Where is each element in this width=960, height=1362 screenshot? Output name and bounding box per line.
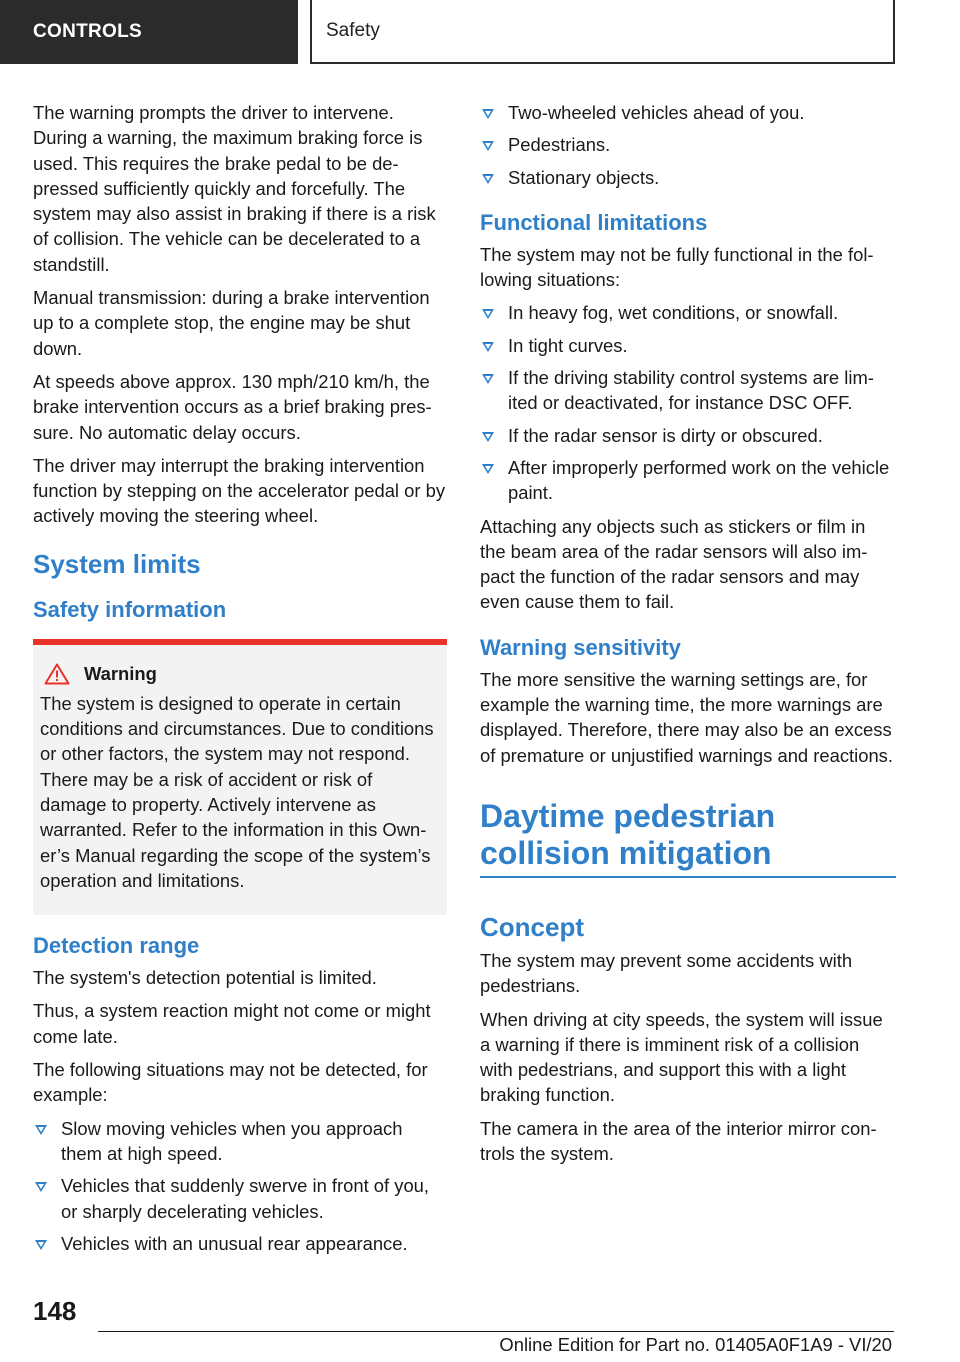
heading-safety-information: Safety information [33, 596, 227, 622]
section-tab: CONTROLS [0, 0, 298, 64]
list-item: Slow moving vehicles when you approach them at high speed. [33, 1116, 447, 1167]
chapter-title: Safety [310, 0, 895, 64]
paragraph: The more sensitive the warning settings are, for example the warning time, the more warnings are displayed. Therefore, there may also be an excess of premature or unjustified warnings and reactions. [480, 668, 893, 766]
triangle-bullet-icon [482, 464, 494, 474]
list-item: Vehicles that suddenly swerve in front of you, or sharply decelerating vehicles. [33, 1173, 447, 1224]
warning-triangle-icon [44, 663, 70, 685]
detection-list [33, 1116, 447, 1256]
footer-divider [98, 1331, 894, 1332]
list-item: Pedestrians. [480, 132, 896, 157]
paragraph: When driving at city speeds, the system will issue a warning if there is imminent risk of a collision with pedestrians, and support this with a light braking function. [480, 1008, 883, 1106]
paragraph: Attaching any objects such as stickers or film in the beam area of the radar sensors will also impact the function of the radar sensors and may even cause them to fail. [480, 515, 868, 613]
page-number: 148 [33, 1296, 77, 1326]
warning-text: The system is designed to operate in certain conditions and circumstances. Due to conditions or other factors, the system may not respond. There may be a risk of accident or risk of damage to property. Actively intervene as warranted. Refer to the information in this Owner’s Manual regarding the scope of the system’s operation and limitations. [40, 692, 434, 891]
triangle-bullet-icon [482, 342, 494, 352]
right-column [480, 100, 896, 1174]
paragraph: The driver may interrupt the braking intervention function by stepping on the accelerator pedal or by actively moving the steering wheel. [33, 454, 446, 527]
detection-list-continued [480, 100, 896, 190]
paragraph: The system's detection potential is limited. [33, 967, 377, 989]
paragraph: The camera in the area of the interior mirror controls the system. [480, 1117, 877, 1165]
heading-detection-range: Detection range [33, 933, 200, 959]
list-item: Two-wheeled vehicles ahead of you. [480, 100, 896, 125]
triangle-bullet-icon [482, 174, 494, 184]
paragraph: The system may prevent some accidents with pedestrians. [480, 949, 853, 997]
heading-functional-limitations: Functional limitations [480, 209, 708, 235]
left-column [33, 100, 447, 1264]
heading-daytime-pedestrian: Daytime pedestrian collision mitigation [480, 798, 896, 878]
heading-concept: Concept [480, 911, 584, 942]
paragraph: The system may not be fully functional in the following situations: [480, 243, 874, 291]
paragraph: Manual transmission: during a brake intervention up to a complete stop, the engine may be shut down. [33, 287, 430, 359]
paragraph: The following situations may not be detected, for example: [33, 1059, 428, 1106]
triangle-bullet-icon [482, 374, 494, 384]
triangle-bullet-icon [482, 141, 494, 151]
warning-title: Warning [84, 662, 157, 684]
edition-text: Online Edition for Part no. 01405A0F1A9 - VI/20 [499, 1334, 892, 1355]
heading-system-limits: System limits [33, 548, 201, 579]
list-item: Stationary objects. [480, 165, 896, 190]
warning-header [40, 663, 439, 685]
paragraph: Thus, a system reaction might not come or might come late. [33, 1000, 431, 1047]
paragraph: At speeds above approx. 130 mph/210 km/h, the brake intervention occurs as a brief braking pressure. No automatic delay occurs. [33, 370, 432, 443]
triangle-bullet-icon [482, 109, 494, 119]
triangle-bullet-icon [35, 1182, 47, 1192]
list-item: In tight curves. [480, 333, 896, 358]
list-item: If the radar sensor is dirty or obscured. [480, 423, 896, 448]
triangle-bullet-icon [35, 1125, 47, 1135]
list-item: In heavy fog, wet conditions, or snowfall. [480, 300, 896, 325]
page-header [0, 0, 960, 66]
triangle-bullet-icon [482, 309, 494, 319]
triangle-bullet-icon [35, 1240, 47, 1250]
functional-list [480, 300, 896, 505]
warning-box [33, 639, 447, 915]
list-item: Vehicles with an unusual rear appearance. [33, 1231, 447, 1256]
triangle-bullet-icon [482, 432, 494, 442]
list-item: If the driving stability control systems are limited or deactivated, for instance DSC OFF. [480, 365, 896, 416]
list-item: After improperly performed work on the vehicle paint. [480, 455, 896, 506]
paragraph: The warning prompts the driver to intervene. During a warning, the maximum braking force is used. This requires the brake pedal to be depressed sufficiently quickly and forcefully. The system may also assist in braking if there is a risk of collision. The vehicle can be decelerated to a standstill. [33, 102, 436, 275]
heading-warning-sensitivity: Warning sensitivity [480, 634, 681, 660]
